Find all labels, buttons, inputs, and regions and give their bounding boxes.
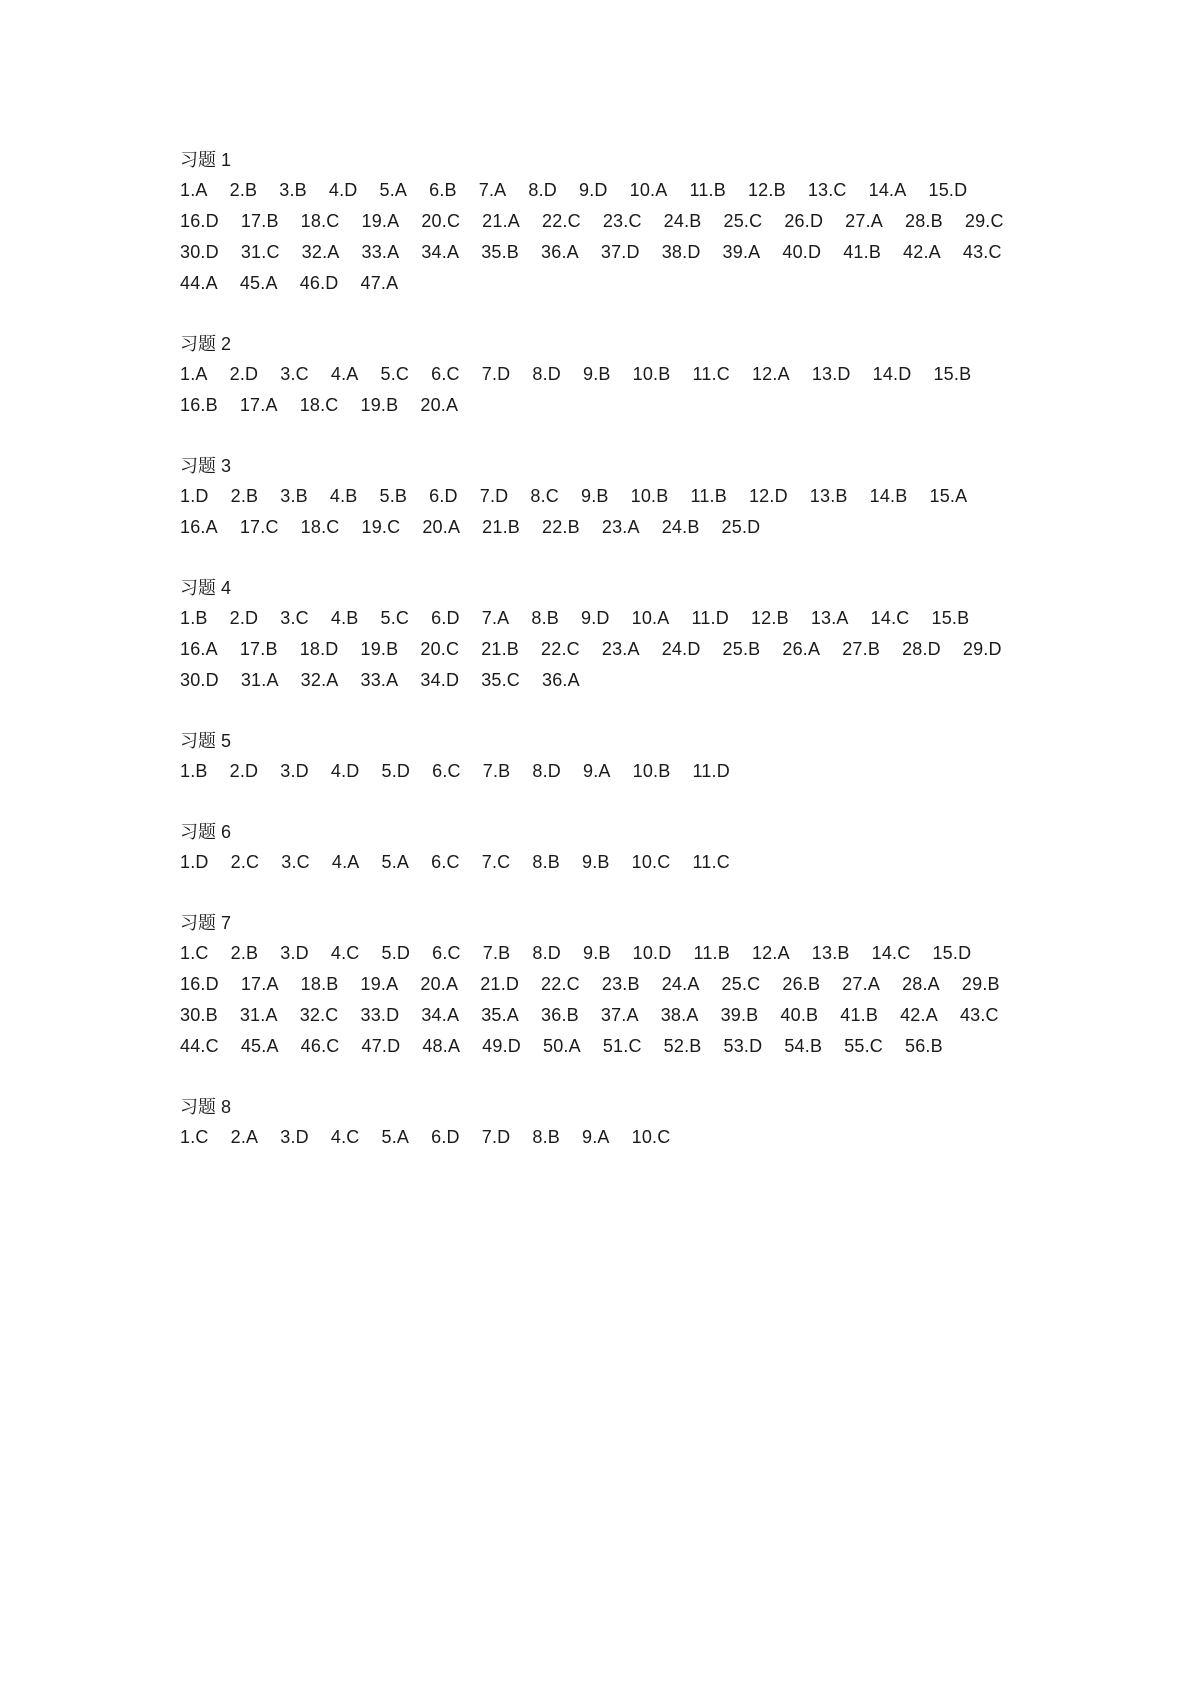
answer-item: 35.A xyxy=(481,1005,520,1025)
answer-row xyxy=(180,237,1080,268)
answer-item: 20.A xyxy=(420,395,459,415)
answer-item: 6.C xyxy=(432,761,461,781)
answer-item: 31.C xyxy=(240,242,280,262)
answer-item: 23.B xyxy=(601,974,640,994)
answer-item: 46.D xyxy=(299,273,339,293)
answer-item: 54.B xyxy=(784,1036,823,1056)
answer-item: 7.D xyxy=(481,364,511,384)
answer-item: 11.B xyxy=(689,180,726,200)
answer-item: 32.A xyxy=(300,670,339,690)
answer-item: 12.B xyxy=(750,608,789,628)
answer-item: 20.C xyxy=(421,211,461,231)
answer-item: 5.A xyxy=(381,852,410,872)
answer-item: 9.A xyxy=(583,761,611,781)
answer-item: 2.B xyxy=(230,943,259,963)
exercise-section xyxy=(180,1093,1080,1153)
answer-item: 6.D xyxy=(429,486,458,506)
answer-item: 12.D xyxy=(748,486,788,506)
answer-item: 24.A xyxy=(661,974,700,994)
answer-item: 29.C xyxy=(964,211,1004,231)
answer-item: 4.C xyxy=(330,943,360,963)
answer-item: 43.C xyxy=(959,1005,999,1025)
answer-item: 15.B xyxy=(931,608,970,628)
answer-item: 23.C xyxy=(602,211,642,231)
answer-row xyxy=(180,938,1080,969)
answer-item: 8.B xyxy=(532,852,560,872)
answer-item: 16.A xyxy=(180,517,218,537)
answer-item: 44.C xyxy=(180,1036,219,1056)
answer-item: 1.D xyxy=(180,852,209,872)
exercise-title: 习题 2 xyxy=(180,334,232,354)
answer-item: 2.B xyxy=(230,486,259,506)
answer-item: 53.D xyxy=(723,1036,763,1056)
answer-item: 11.D xyxy=(691,608,729,628)
answer-item: 17.C xyxy=(239,517,279,537)
answer-item: 27.A xyxy=(845,211,884,231)
answer-item: 17.A xyxy=(240,974,279,994)
answer-item: 17.B xyxy=(240,211,279,231)
answer-item: 34.D xyxy=(420,670,460,690)
answer-item: 12.A xyxy=(751,364,790,384)
exercise-section xyxy=(180,909,1080,1062)
answer-item: 43.C xyxy=(962,242,1002,262)
answer-item: 39.B xyxy=(720,1005,759,1025)
answer-item: 2.D xyxy=(229,608,259,628)
answer-item: 28.D xyxy=(902,639,941,659)
answer-item: 39.A xyxy=(722,242,761,262)
answer-item: 4.D xyxy=(330,761,360,781)
answer-item: 2.D xyxy=(229,761,259,781)
answer-item: 30.D xyxy=(180,670,219,690)
answer-item: 3.C xyxy=(280,608,309,628)
exercise-section xyxy=(180,452,1080,543)
answer-item: 9.B xyxy=(582,852,610,872)
answer-item: 21.B xyxy=(482,517,521,537)
answer-item: 10.A xyxy=(629,180,668,200)
answer-row xyxy=(180,847,1080,878)
answer-item: 15.B xyxy=(933,364,972,384)
answer-item: 28.B xyxy=(905,211,943,231)
answer-item: 24.B xyxy=(661,517,700,537)
answer-item: 7.B xyxy=(482,943,511,963)
answer-item: 17.A xyxy=(239,395,278,415)
answer-item: 1.A xyxy=(180,180,208,200)
answer-item: 11.C xyxy=(692,852,730,872)
answer-item: 19.A xyxy=(361,211,400,231)
answer-item: 18.C xyxy=(299,395,339,415)
answer-item: 5.C xyxy=(380,364,410,384)
answer-item: 1.C xyxy=(180,943,209,963)
answer-item: 29.D xyxy=(962,639,1002,659)
answer-item: 19.B xyxy=(360,395,399,415)
exercise-title: 习题 5 xyxy=(180,731,232,751)
answer-key-document xyxy=(180,146,1080,1184)
answer-item: 2.B xyxy=(229,180,258,200)
answer-item: 38.A xyxy=(660,1005,699,1025)
answer-item: 8.B xyxy=(531,608,559,628)
answer-item: 20.A xyxy=(420,974,459,994)
answer-item: 2.C xyxy=(230,852,260,872)
answer-item: 36.A xyxy=(541,242,579,262)
answer-item: 6.C xyxy=(431,364,460,384)
answer-item: 8.D xyxy=(532,761,561,781)
answer-item: 8.D xyxy=(532,943,561,963)
answer-item: 5.B xyxy=(379,486,408,506)
answer-item: 52.B xyxy=(663,1036,702,1056)
answer-item: 10.A xyxy=(631,608,670,628)
answer-item: 50.A xyxy=(543,1036,581,1056)
exercise-section xyxy=(180,330,1080,421)
exercise-title: 习题 6 xyxy=(180,822,232,842)
answer-item: 6.C xyxy=(432,943,461,963)
answer-item: 15.D xyxy=(928,180,968,200)
answer-item: 33.D xyxy=(360,1005,400,1025)
answer-item: 16.D xyxy=(180,211,219,231)
answer-item: 2.D xyxy=(229,364,259,384)
answer-item: 22.B xyxy=(542,517,580,537)
answer-item: 14.A xyxy=(868,180,907,200)
exercise-section xyxy=(180,818,1080,878)
answer-item: 13.D xyxy=(811,364,851,384)
answer-item: 5.D xyxy=(381,943,411,963)
answer-item: 3.D xyxy=(280,943,309,963)
answer-item: 20.C xyxy=(420,639,460,659)
answer-item: 9.D xyxy=(579,180,608,200)
answer-item: 11.B xyxy=(693,943,730,963)
answer-item: 26.B xyxy=(782,974,821,994)
answer-item: 1.A xyxy=(180,364,208,384)
answer-item: 18.C xyxy=(300,517,340,537)
answer-item: 27.B xyxy=(842,639,881,659)
answer-item: 34.A xyxy=(421,242,460,262)
answer-row xyxy=(180,206,1080,237)
answer-item: 9.A xyxy=(582,1127,610,1147)
answer-row xyxy=(180,1031,1080,1062)
answer-item: 11.B xyxy=(690,486,727,506)
answer-item: 9.B xyxy=(583,943,611,963)
answer-item: 23.A xyxy=(601,639,640,659)
answer-item: 5.A xyxy=(381,1127,410,1147)
answer-item: 29.B xyxy=(961,974,1000,994)
answer-item: 21.D xyxy=(480,974,520,994)
answer-item: 25.C xyxy=(723,211,763,231)
answer-item: 14.C xyxy=(870,608,910,628)
answer-item: 25.D xyxy=(721,517,761,537)
exercise-section xyxy=(180,146,1080,299)
answer-item: 10.B xyxy=(632,761,671,781)
answer-item: 30.B xyxy=(180,1005,218,1025)
answer-item: 1.B xyxy=(180,761,208,781)
answer-item: 6.B xyxy=(429,180,457,200)
answer-item: 10.C xyxy=(631,1127,671,1147)
answer-row xyxy=(180,634,1080,665)
answer-item: 35.C xyxy=(481,670,521,690)
answer-item: 45.A xyxy=(240,1036,279,1056)
answer-row xyxy=(180,665,1080,696)
answer-row xyxy=(180,175,1080,206)
answer-item: 36.A xyxy=(542,670,580,690)
exercise-title: 习题 3 xyxy=(180,456,232,476)
answer-item: 19.B xyxy=(360,639,399,659)
answer-item: 16.D xyxy=(180,974,219,994)
answer-item: 5.C xyxy=(380,608,410,628)
answer-item: 7.D xyxy=(481,1127,511,1147)
answer-item: 4.A xyxy=(331,852,360,872)
answer-item: 16.A xyxy=(180,639,218,659)
answer-item: 15.A xyxy=(929,486,968,506)
answer-item: 25.B xyxy=(722,639,761,659)
answer-item: 22.C xyxy=(541,974,580,994)
answer-item: 12.B xyxy=(747,180,786,200)
answer-item: 22.C xyxy=(541,639,580,659)
answer-item: 51.C xyxy=(602,1036,642,1056)
answer-item: 3.C xyxy=(281,852,310,872)
answer-item: 10.C xyxy=(631,852,671,872)
answer-item: 10.B xyxy=(632,364,671,384)
answer-item: 27.A xyxy=(842,974,881,994)
answer-item: 48.A xyxy=(422,1036,461,1056)
answer-item: 32.A xyxy=(301,242,340,262)
answer-item: 5.A xyxy=(379,180,408,200)
answer-item: 11.D xyxy=(692,761,730,781)
answer-item: 17.B xyxy=(239,639,278,659)
answer-item: 8.B xyxy=(532,1127,560,1147)
answer-item: 16.B xyxy=(180,395,218,415)
answer-item: 7.D xyxy=(479,486,509,506)
answer-item: 13.B xyxy=(811,943,850,963)
answer-item: 12.A xyxy=(751,943,790,963)
answer-item: 1.B xyxy=(180,608,208,628)
answer-item: 4.C xyxy=(330,1127,360,1147)
answer-item: 30.D xyxy=(180,242,219,262)
answer-item: 8.C xyxy=(530,486,559,506)
answer-row xyxy=(180,1000,1080,1031)
answer-item: 26.D xyxy=(784,211,824,231)
answer-item: 47.A xyxy=(360,273,399,293)
answer-item: 41.B xyxy=(840,1005,879,1025)
answer-item: 18.D xyxy=(299,639,339,659)
answer-item: 13.B xyxy=(809,486,848,506)
answer-row xyxy=(180,268,1080,299)
answer-row xyxy=(180,512,1080,543)
answer-item: 14.C xyxy=(871,943,911,963)
answer-item: 45.A xyxy=(239,273,278,293)
answer-item: 28.A xyxy=(902,974,940,994)
answer-item: 21.B xyxy=(481,639,520,659)
exercise-section xyxy=(180,727,1080,787)
answer-item: 40.B xyxy=(780,1005,819,1025)
answer-item: 46.C xyxy=(300,1036,340,1056)
answer-item: 13.C xyxy=(807,180,847,200)
answer-item: 25.C xyxy=(721,974,761,994)
answer-item: 3.B xyxy=(279,180,307,200)
answer-item: 31.A xyxy=(239,1005,278,1025)
answer-item: 8.D xyxy=(532,364,561,384)
answer-row xyxy=(180,390,1080,421)
answer-item: 37.A xyxy=(600,1005,639,1025)
answer-item: 4.B xyxy=(330,608,359,628)
answer-item: 42.A xyxy=(900,1005,938,1025)
answer-item: 55.C xyxy=(844,1036,884,1056)
answer-item: 19.C xyxy=(361,517,401,537)
answer-item: 4.D xyxy=(328,180,358,200)
answer-item: 15.D xyxy=(932,943,972,963)
exercise-title: 习题 7 xyxy=(180,913,232,933)
answer-item: 3.C xyxy=(280,364,309,384)
answer-item: 44.A xyxy=(180,273,218,293)
exercise-section xyxy=(180,574,1080,696)
answer-item: 2.A xyxy=(230,1127,259,1147)
answer-item: 26.A xyxy=(782,639,821,659)
answer-row xyxy=(180,1122,1080,1153)
answer-item: 6.D xyxy=(431,608,460,628)
answer-item: 35.B xyxy=(481,242,520,262)
answer-item: 4.A xyxy=(330,364,359,384)
answer-row xyxy=(180,481,1080,512)
answer-item: 32.C xyxy=(299,1005,339,1025)
answer-item: 7.A xyxy=(481,608,510,628)
answer-item: 21.A xyxy=(482,211,521,231)
answer-item: 37.D xyxy=(600,242,640,262)
answer-item: 9.D xyxy=(581,608,610,628)
exercise-title: 习题 4 xyxy=(180,578,232,598)
answer-item: 22.C xyxy=(542,211,581,231)
answer-item: 33.A xyxy=(360,670,399,690)
answer-item: 7.B xyxy=(482,761,511,781)
answer-item: 10.D xyxy=(632,943,672,963)
answer-item: 6.D xyxy=(431,1127,460,1147)
answer-item: 36.B xyxy=(541,1005,579,1025)
answer-row xyxy=(180,603,1080,634)
answer-item: 3.D xyxy=(280,1127,309,1147)
answer-item: 23.A xyxy=(601,517,640,537)
answer-item: 42.A xyxy=(903,242,941,262)
answer-item: 31.A xyxy=(240,670,279,690)
answer-item: 10.B xyxy=(630,486,669,506)
answer-item: 18.C xyxy=(300,211,340,231)
answer-item: 14.B xyxy=(869,486,908,506)
answer-item: 6.C xyxy=(431,852,460,872)
answer-item: 7.A xyxy=(478,180,507,200)
answer-item: 8.D xyxy=(528,180,557,200)
answer-item: 19.A xyxy=(360,974,399,994)
answer-item: 34.A xyxy=(421,1005,460,1025)
answer-row xyxy=(180,756,1080,787)
answer-item: 40.D xyxy=(782,242,822,262)
answer-item: 18.B xyxy=(300,974,339,994)
answer-item: 3.B xyxy=(280,486,308,506)
answer-item: 9.B xyxy=(583,364,611,384)
exercise-title: 习题 1 xyxy=(180,150,232,170)
answer-item: 24.D xyxy=(661,639,701,659)
answer-item: 13.A xyxy=(810,608,849,628)
answer-item: 56.B xyxy=(905,1036,943,1056)
answer-row xyxy=(180,969,1080,1000)
answer-item: 1.C xyxy=(180,1127,209,1147)
answer-item: 47.D xyxy=(361,1036,401,1056)
answer-item: 14.D xyxy=(872,364,912,384)
answer-item: 24.B xyxy=(663,211,702,231)
exercise-title: 习题 8 xyxy=(180,1097,232,1117)
answer-item: 5.D xyxy=(381,761,411,781)
answer-row xyxy=(180,359,1080,390)
answer-item: 11.C xyxy=(692,364,730,384)
answer-item: 38.D xyxy=(661,242,701,262)
answer-item: 33.A xyxy=(361,242,400,262)
answer-item: 7.C xyxy=(481,852,511,872)
answer-item: 41.B xyxy=(843,242,882,262)
answer-item: 3.D xyxy=(280,761,309,781)
answer-item: 4.B xyxy=(329,486,358,506)
answer-item: 49.D xyxy=(482,1036,521,1056)
answer-item: 20.A xyxy=(422,517,461,537)
answer-item: 1.D xyxy=(180,486,209,506)
answer-item: 9.B xyxy=(581,486,609,506)
